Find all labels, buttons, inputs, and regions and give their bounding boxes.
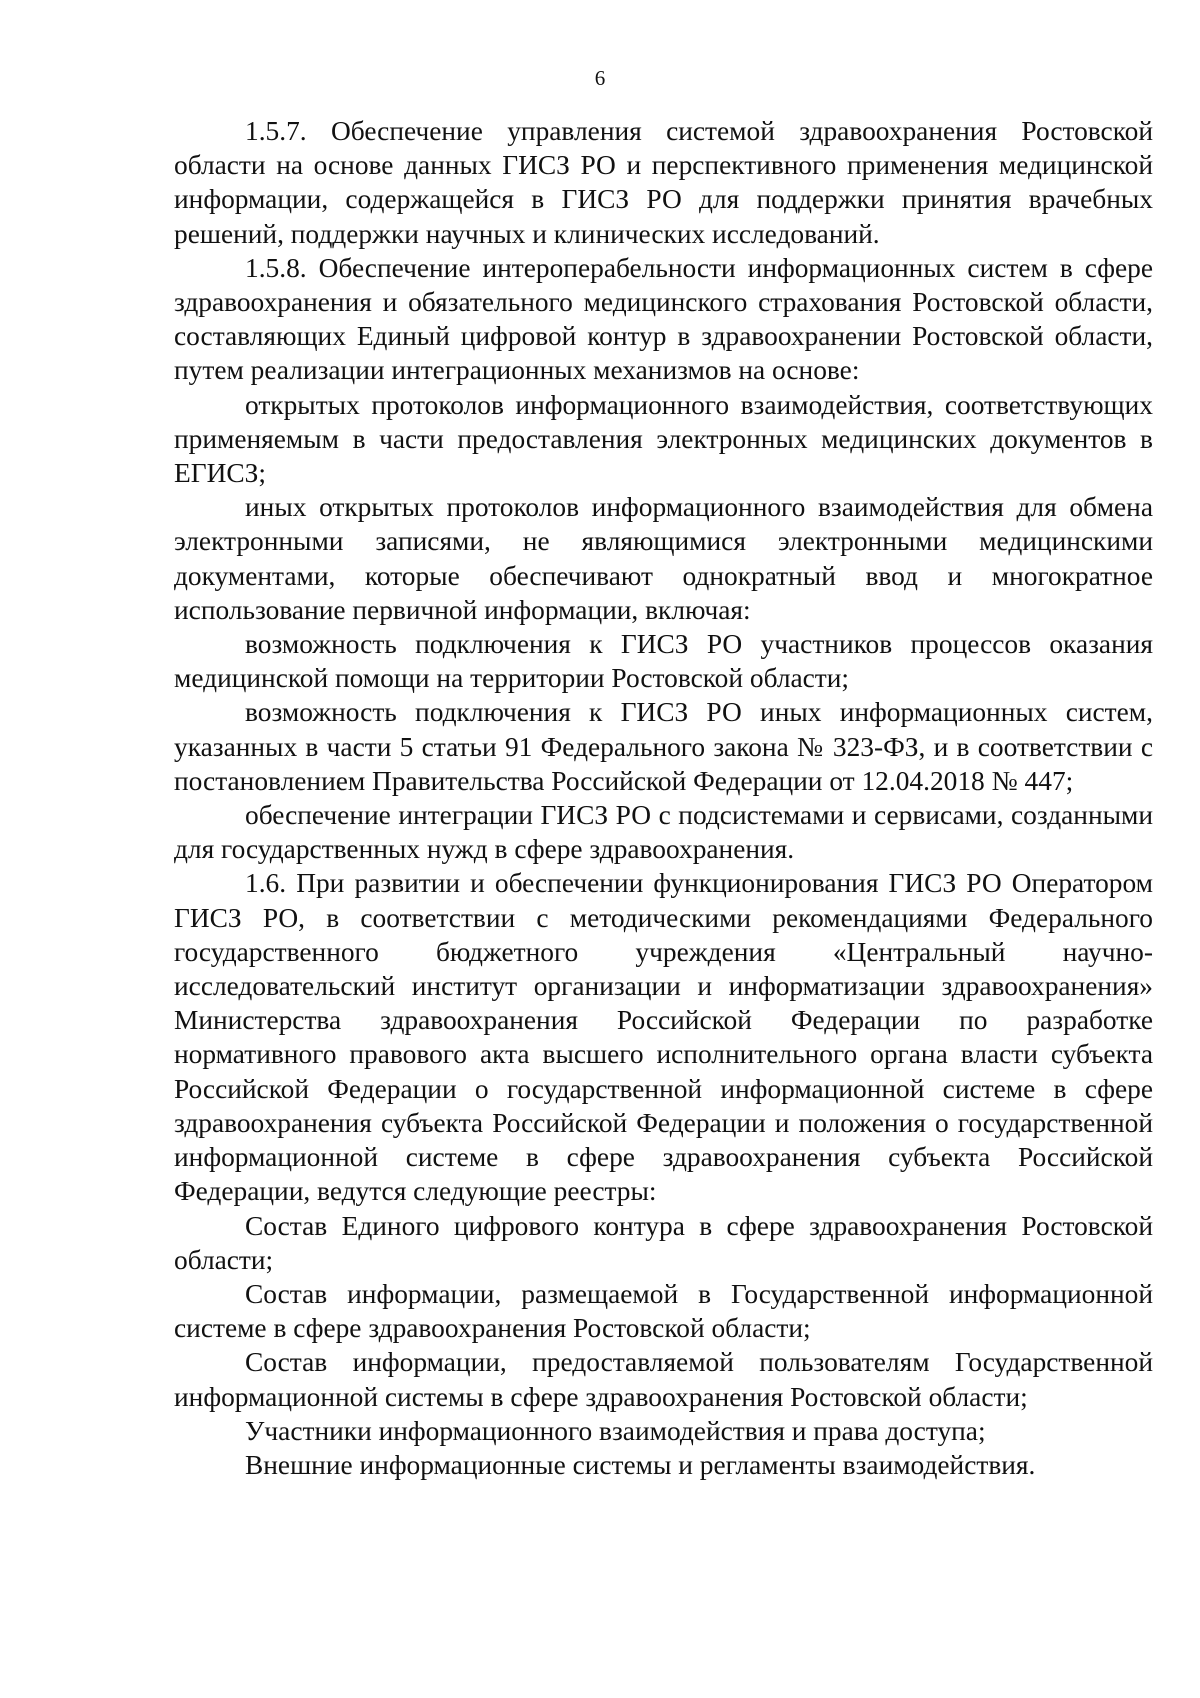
paragraph-1-6: 1.6. При развитии и обеспечении функционирования ГИСЗ РО Оператором ГИСЗ РО, в соответствии с методическими рекомендациями Федерального государственного бюджетного учреждения «Центральный научно-исследовательский институт организации и информатизации здравоохранения» Министерства здравоохранения Российской Федерации по разработке нормативного правового акта высшего исполнительного органа власти субъекта Российской Федерации о государственной информационной системе в сфере здравоохранения субъекта Российской Федерации и положения о государственной информационной системе в сфере здравоохранения субъекта Российской Федерации, ведутся следующие реестры: [174,868,1153,1207]
page-number: 6 [594,66,606,90]
registry-item-contour: Состав Единого цифрового контура в сфере здравоохранения Ростовской области; [174,1210,1153,1275]
registry-item-external-systems: Внешние информационные системы и регламенты взаимодействия. [245,1449,1036,1480]
registry-item-participants: Участники информационного взаимодействия и права доступа; [245,1415,986,1446]
paragraph-connect-systems: возможность подключения к ГИСЗ РО иных информационных систем, указанных в части 5 статьи 91 Федерального закона № 323-ФЗ, и в соответствии с постановлением Правительства Российской Федерации от 12.04.2018 № 447; [174,697,1153,796]
registry-item-placed-info: Состав информации, размещаемой в Государственной информационной системе в сфере здравоохранения Ростовской области; [174,1278,1153,1344]
paragraph-open-protocols: открытых протоколов информационного взаимодействия, соответствующих применяемым в части предоставления электронных медицинских документов в ЕГИСЗ; [174,389,1153,489]
paragraph-integration: обеспечение интеграции ГИСЗ РО с подсистемами и сервисами, созданными для государственных нужд в сфере здравоохранения. [174,800,1153,865]
document-body [174,114,1153,1482]
paragraph-1-5-7: 1.5.7. Обеспечение управления системой здравоохранения Ростовской области на основе данных ГИСЗ РО и перспективного применения медицинской информации, содержащейся в ГИСЗ РО для поддержки принятия врачебных решений, поддержки научных и клинических исследований. [174,116,1153,249]
paragraph-connect-participants: возможность подключения к ГИСЗ РО участников процессов оказания медицинской помощи на территории Ростовской области; [174,629,1153,694]
paragraph-other-protocols: иных открытых протоколов информационного взаимодействия для обмена электронными записями, не являющимися электронными медицинскими документами, которые обеспечивают однократный ввод и многократное использование первичной информации, включая: [174,492,1153,625]
paragraph-1-5-8: 1.5.8. Обеспечение интероперабельности информационных систем в сфере здравоохранения и обязательного медицинского страхования Ростовской области, составляющих Единый цифровой контур в здравоохранении Ростовской области, путем реализации интеграционных механизмов на основе: [174,252,1153,386]
registry-item-provided-info: Состав информации, предоставляемой пользователям Государственной информационной системы в сфере здравоохранения Ростовской области; [174,1347,1153,1412]
